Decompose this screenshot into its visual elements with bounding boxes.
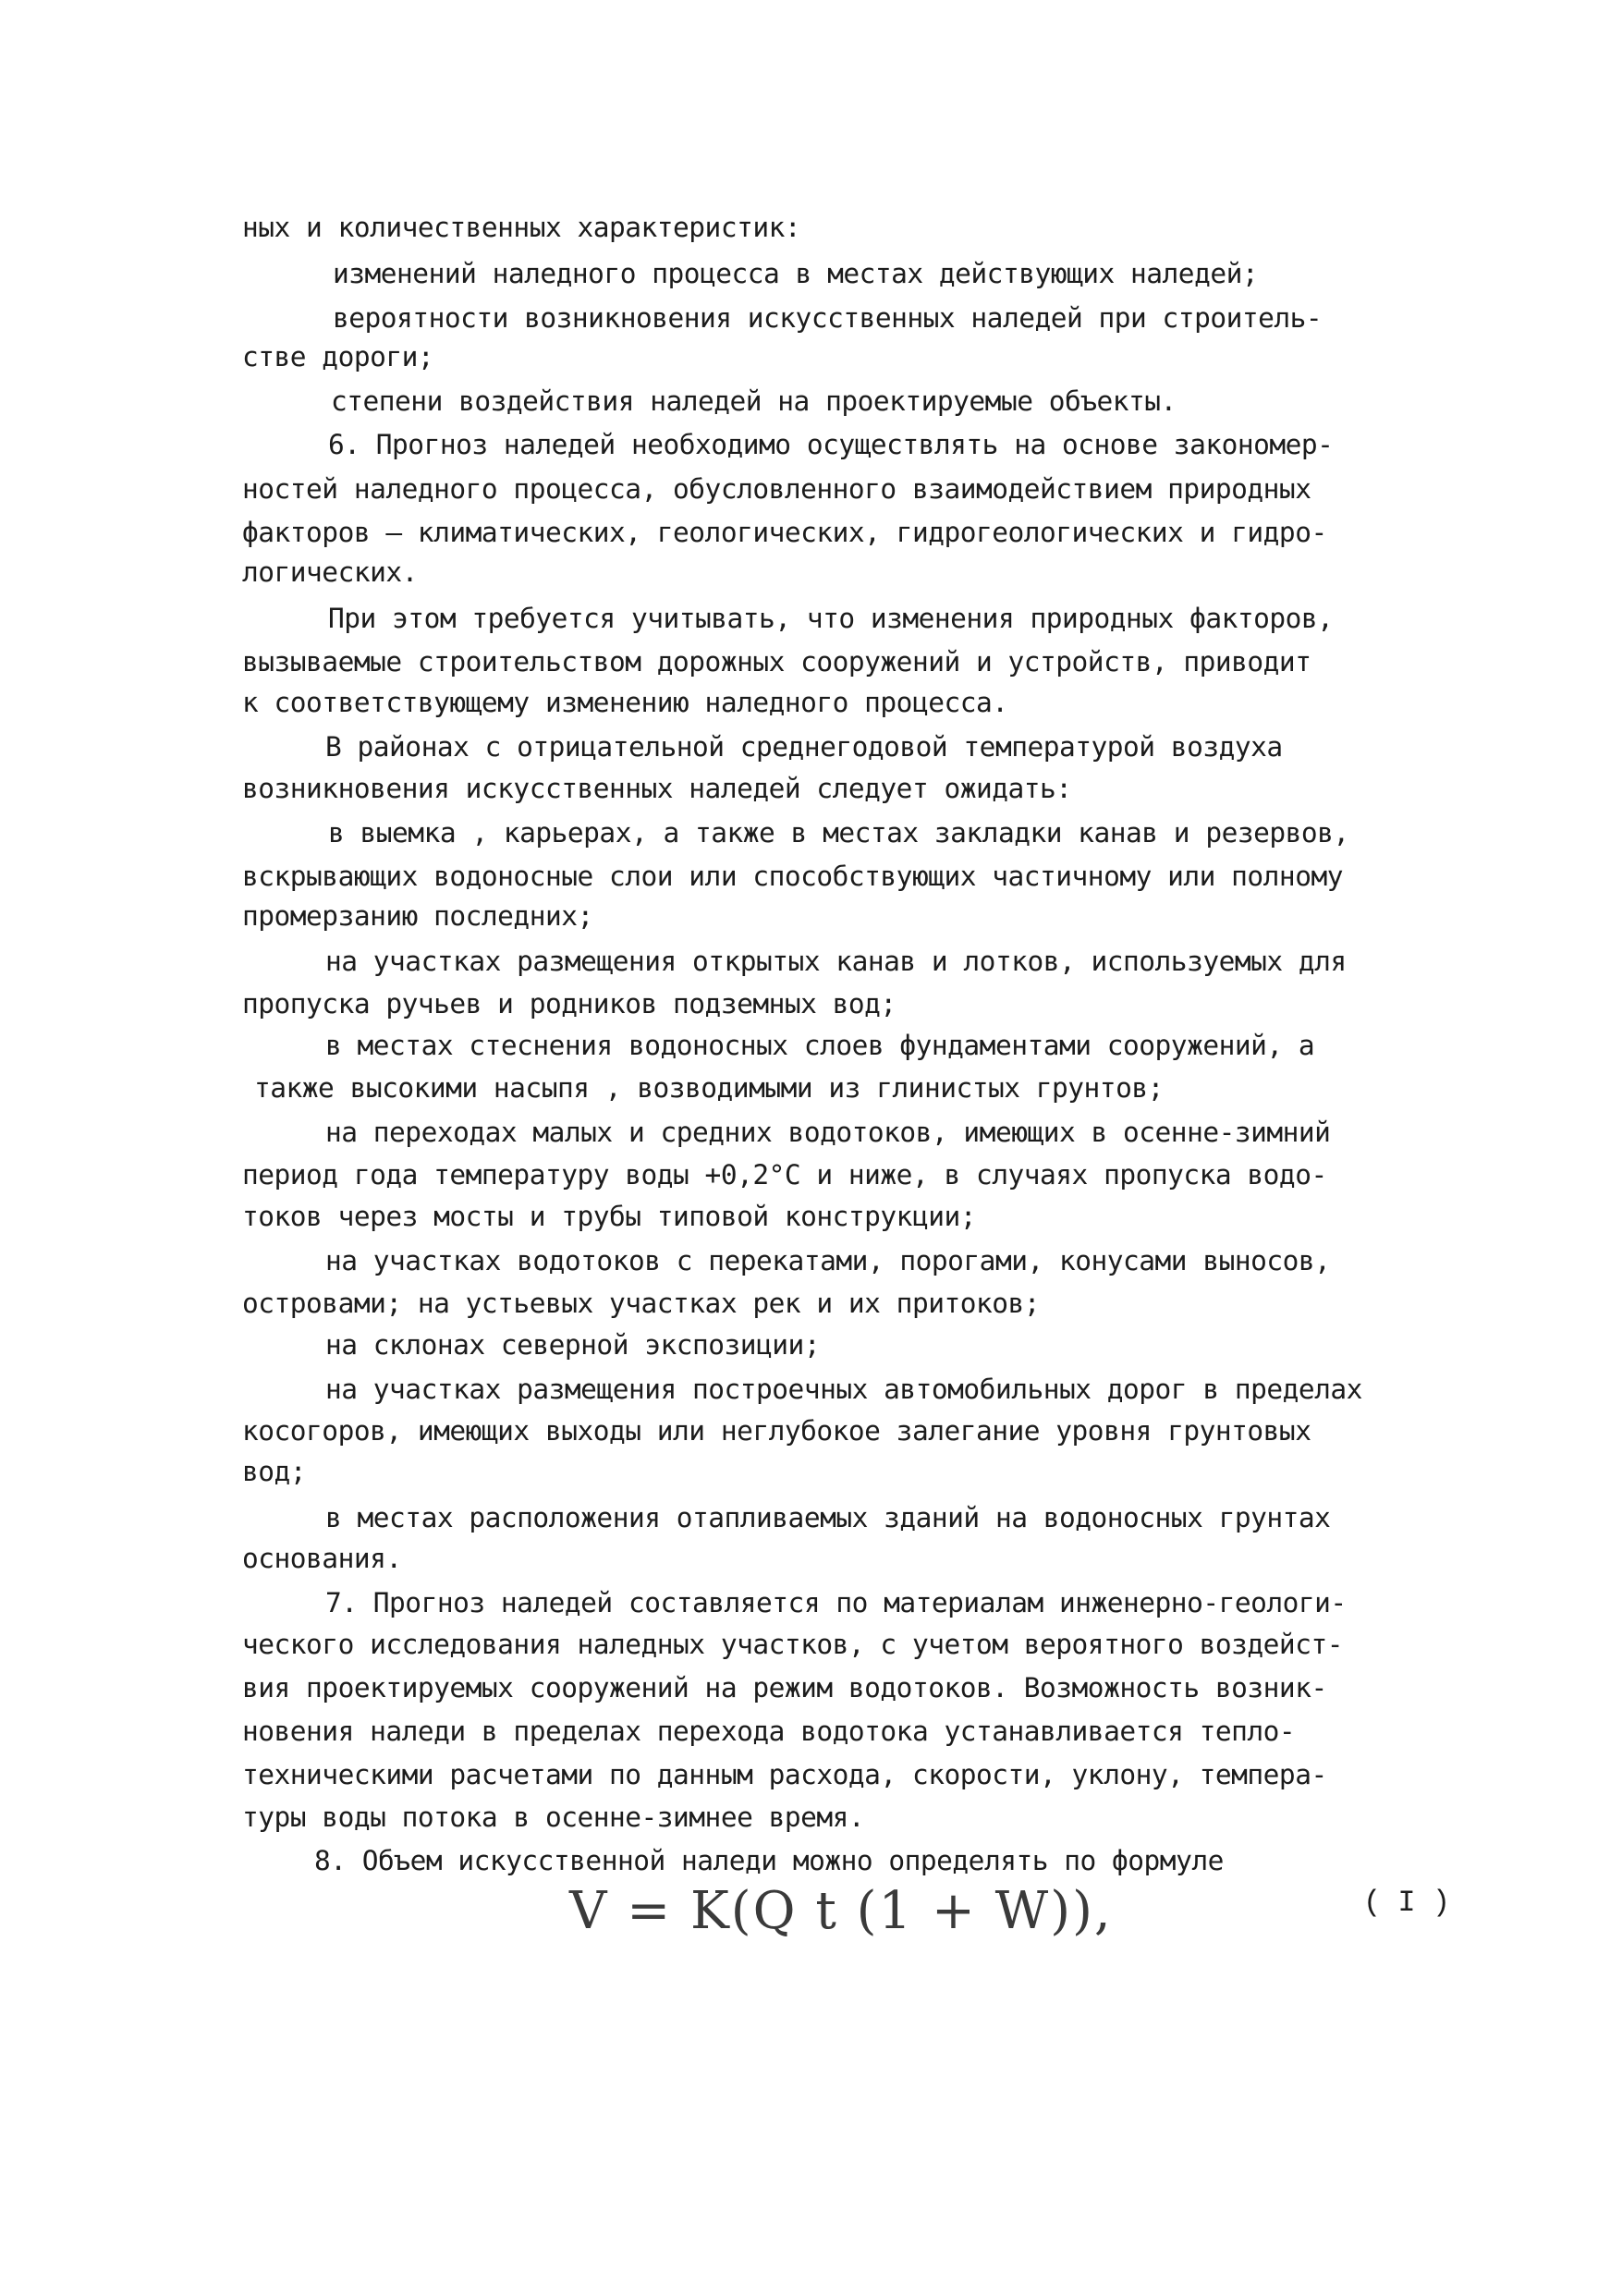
text-line: основания. xyxy=(242,1543,402,1574)
text-line: пропуска ручьев и родников подземных вод; xyxy=(242,988,896,1020)
text-line: логических. xyxy=(242,556,418,588)
text-line: новения наледи в пределах перехода водотока устанавливается тепло- xyxy=(242,1716,1296,1747)
text-line: токов через мосты и трубы типовой конструкции; xyxy=(242,1201,976,1232)
formula-number: ( I ) xyxy=(1363,1886,1450,1920)
text-line: 7. Прогноз наледей составляется по материалам инженерно-геологи- xyxy=(325,1587,1347,1618)
text-line: изменений наледного процесса в местах действующих наледей; xyxy=(333,258,1259,289)
text-line: в местах стеснения водоносных слоев фундаментами сооружений, а xyxy=(325,1030,1315,1061)
text-line: факторов – климатических, геологических, гидрогеологических и гидро- xyxy=(242,517,1327,548)
text-line: ных и количественных характеристик: xyxy=(242,212,801,243)
text-line: туры воды потока в осенне-зимнее время. xyxy=(242,1801,865,1833)
text-line: на участках размещения построечных автомобильных дорог в пределах xyxy=(325,1374,1362,1405)
text-line: к соответствующему изменению наледного процесса. xyxy=(242,687,1008,718)
text-line: в выемка , карьерах, а также в местах закладки канав и резервов, xyxy=(328,817,1349,849)
text-line: техническими расчетами по данным расхода, скорости, уклону, темпера- xyxy=(242,1759,1327,1790)
text-line: ностей наледного процесса, обусловленного взаимодействием природных xyxy=(242,473,1311,505)
text-line: ческого исследования наледных участков, с учетом вероятного воздейст- xyxy=(242,1629,1343,1660)
text-line: вия проектируемых сооружений на режим водотоков. Возможность возник- xyxy=(242,1672,1327,1704)
text-line: на переходах малых и средних водотоков, имеющих в осенне-зимний xyxy=(325,1117,1331,1148)
text-line: на склонах северной экспозиции; xyxy=(325,1329,821,1361)
text-line: также высокими насыпя , возводимыми из глинистых грунтов; xyxy=(254,1072,1164,1104)
formula: V = K(Q t (1 + W)), xyxy=(569,1881,1113,1941)
text-line: 8. Объем искусственной наледи можно определять по формуле xyxy=(314,1845,1224,1876)
text-line: в местах расположения отапливаемых зданий на водоносных грунтах xyxy=(325,1502,1331,1533)
text-line: В районах с отрицательной среднегодовой температурой воздуха xyxy=(325,731,1283,763)
text-line: период года температуру воды +0,2°С и ниже, в случаях пропуска водо- xyxy=(242,1159,1327,1191)
text-line: стве дороги; xyxy=(242,341,434,372)
text-line: на участках размещения открытых канав и лотков, используемых для xyxy=(325,946,1347,977)
text-line: промерзанию последних; xyxy=(242,900,593,932)
text-line: возникновения искусственных наледей следует ожидать: xyxy=(242,773,1072,804)
text-line: 6. Прогноз наледей необходимо осуществлять на основе закономер- xyxy=(328,429,1334,460)
text-line: вызываемые строительством дорожных сооружений и устройств, приводит xyxy=(242,646,1311,678)
text-line: островами; на устьевых участках рек и их притоков; xyxy=(242,1288,1041,1319)
text-line: вскрывающих водоносные слои или способствующих частичному или полному xyxy=(242,861,1343,892)
text-line: При этом требуется учитывать, что изменения природных факторов, xyxy=(328,603,1334,634)
text-line: степени воздействия наледей на проектируемые объекты. xyxy=(331,385,1177,417)
text-line: вероятности возникновения искусственных наледей при строитель- xyxy=(333,302,1323,334)
text-line: косогоров, имеющих выходы или неглубокое залегание уровня грунтовых xyxy=(242,1415,1311,1447)
text-line: на участках водотоков с перекатами, порогами, конусами выносов, xyxy=(325,1245,1331,1276)
text-line: вод; xyxy=(242,1456,307,1487)
